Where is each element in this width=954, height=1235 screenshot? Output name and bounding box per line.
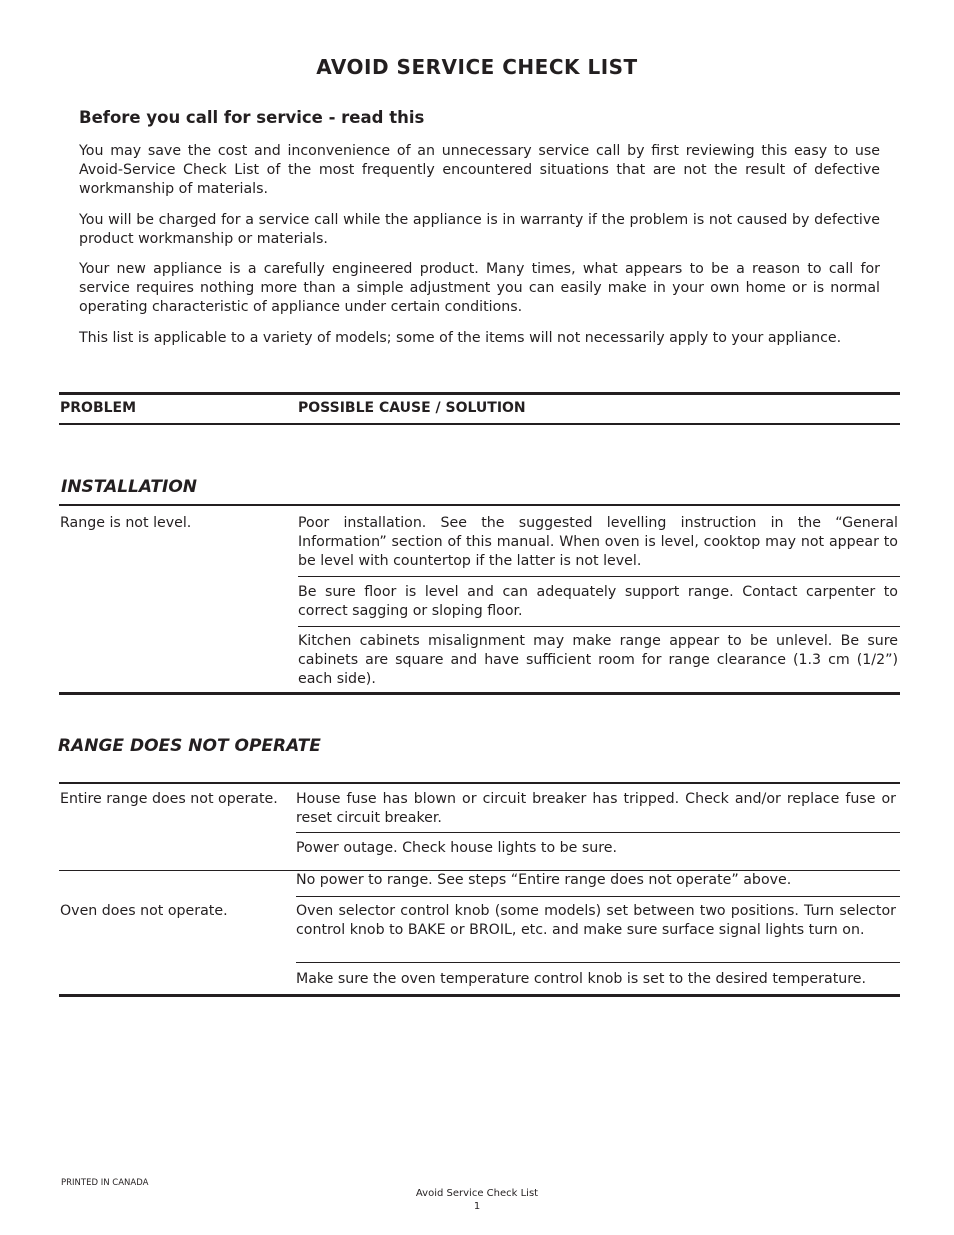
- page-footer: [0, 1187, 954, 1213]
- solution-cell: No power to range. See steps “Entire range does not operate” above.: [296, 872, 792, 888]
- problem-column-header: PROBLEM: [60, 400, 137, 416]
- section-title-range-does-not-operate: RANGE DOES NOT OPERATE: [58, 736, 321, 756]
- problem-cell: Range is not level.: [60, 515, 192, 531]
- intro-paragraph: You may save the cost and inconvenience of an unnecessary service call by first reviewing this easy to use Avoid-Service Check List of the most frequently encountered situations that are not the result of defective workmanship of materials.: [79, 143, 880, 197]
- intro-paragraph: This list is applicable to a variety of models; some of the items will not necessarily apply to your appliance.: [79, 329, 842, 346]
- row-divider: [298, 626, 900, 627]
- solution-cell: Power outage. Check house lights to be sure.: [296, 840, 618, 856]
- solution-cell: Poor installation. See the suggested levelling instruction in the “General Information” section of this manual. When oven is level, cooktop may not appear to be level with countertop if the latter is not level.: [298, 515, 898, 569]
- subtitle: Before you call for service - read this: [79, 108, 425, 127]
- solution-cell: Kitchen cabinets misalignment may make range appear to be unlevel. Be sure cabinets are square and have sufficient room for range clearance (1.3 cm (1/2”) each side).: [298, 633, 898, 687]
- printed-in-label: PRINTED IN CANADA: [61, 1178, 149, 1188]
- problem-cell: Entire range does not operate.: [60, 791, 278, 807]
- row-divider: [296, 896, 900, 897]
- solution-cell: Oven selector control knob (some models) set between two positions. Turn selector control knob to BAKE or BROIL, etc. and make sure surface signal lights turn on.: [296, 903, 896, 938]
- row-divider: [298, 576, 900, 577]
- row-divider: [296, 832, 900, 833]
- problem-cell: Oven does not operate.: [60, 903, 228, 919]
- solution-cell: House fuse has blown or circuit breaker has tripped. Check and/or replace fuse or reset circuit breaker.: [296, 791, 896, 826]
- page-number: 1: [473, 1201, 481, 1212]
- solution-column-header: POSSIBLE CAUSE / SOLUTION: [298, 400, 526, 416]
- row-divider: [296, 962, 900, 963]
- footer-title: Avoid Service Check List: [415, 1188, 539, 1199]
- table-header: [59, 392, 900, 425]
- intro-paragraph: You will be charged for a service call while the appliance is in warranty if the problem is not caused by defective product workmanship or materials.: [79, 211, 880, 247]
- intro-paragraph: Your new appliance is a carefully engineered product. Many times, what appears to be a reason to call for service requires nothing more than a simple adjustment you can easily make in your own home or is normal operating characteristic of appliance under certain conditions.: [79, 261, 880, 315]
- solution-cell: Be sure floor is level and can adequately support range. Contact carpenter to correct sagging or sloping floor.: [298, 584, 898, 619]
- section-title-installation: INSTALLATION: [61, 477, 198, 497]
- page-title: AVOID SERVICE CHECK LIST: [316, 55, 638, 79]
- intro-text: [79, 142, 880, 359]
- range-does-not-operate-table: [59, 782, 900, 997]
- installation-table: [59, 504, 900, 695]
- solution-cell: Make sure the oven temperature control knob is set to the desired temperature.: [296, 971, 867, 987]
